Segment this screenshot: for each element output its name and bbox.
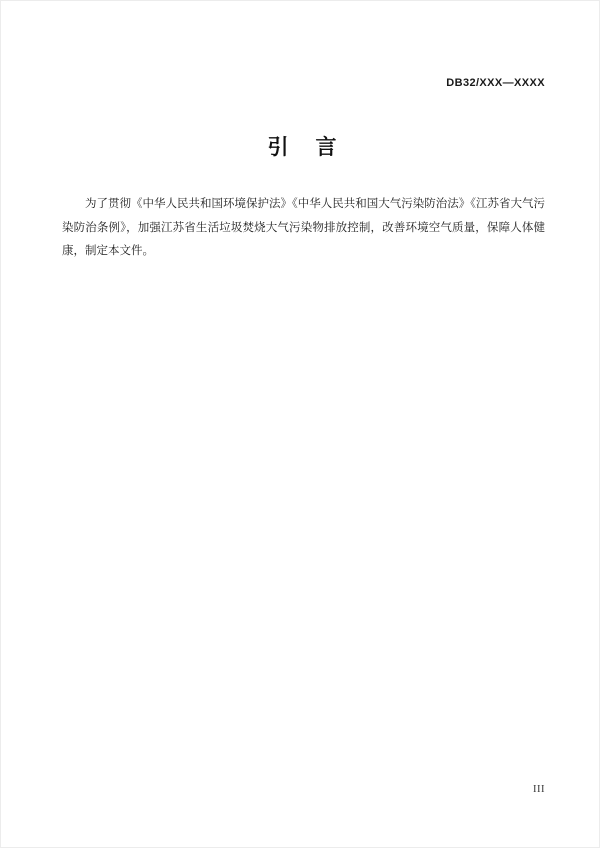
standard-code: DB32/XXX—XXXX: [446, 77, 545, 89]
page-header: [62, 0, 545, 91]
page-number: III: [533, 784, 545, 795]
foreword-title: 引 言: [267, 136, 340, 159]
foreword-paragraph: 为了贯彻《中华人民共和国环境保护法》《中华人民共和国大气污染防治法》《江苏省大气污染防治条例》，加强江苏省生活垃圾焚烧大气污染物排放控制，改善环境空气质量，保障人体健康，制定本文件。: [62, 198, 545, 257]
page-footer: [533, 782, 545, 796]
